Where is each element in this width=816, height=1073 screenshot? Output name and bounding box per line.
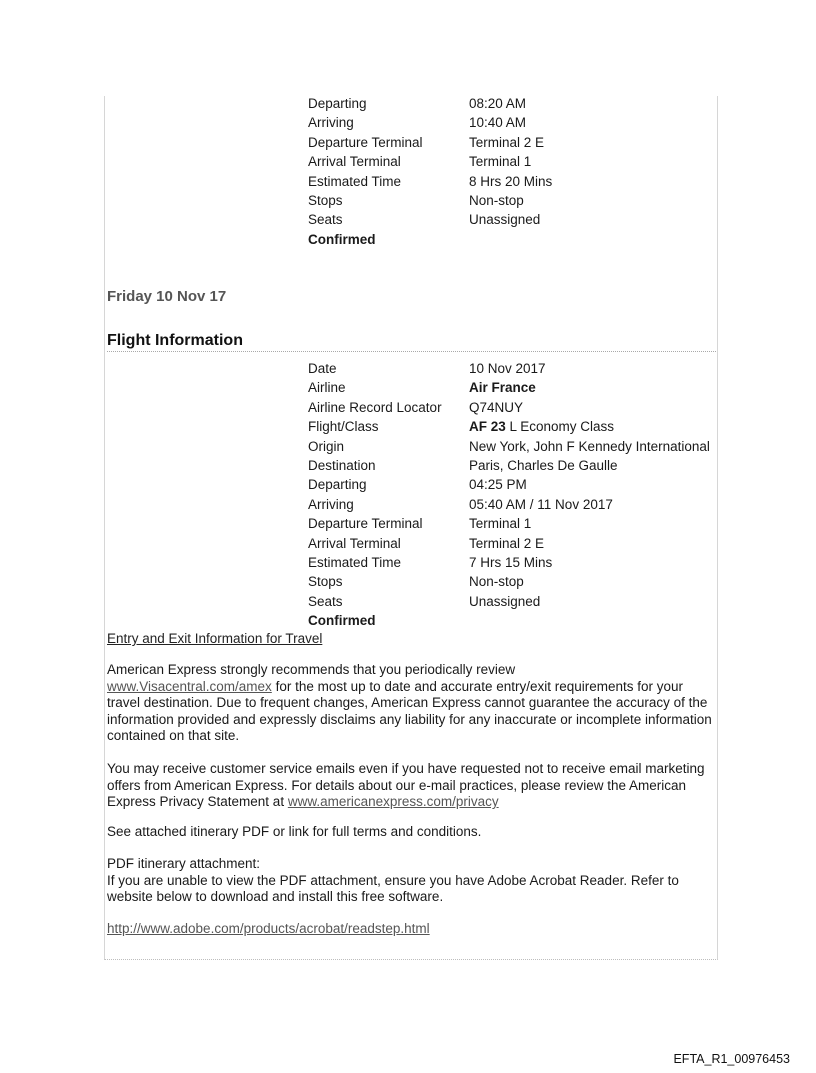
row-value: Unassigned — [469, 593, 541, 609]
row-label: Estimated Time — [308, 173, 402, 189]
row-value: Non-stop — [469, 574, 524, 590]
row-value: Terminal 1 — [469, 516, 532, 532]
entry-exit-info-link[interactable]: Entry and Exit Information for Travel — [107, 631, 323, 646]
confirmed-status: Confirmed — [308, 231, 376, 247]
adobe-reader-link[interactable]: http://www.adobe.com/products/acrobat/readstep.html — [107, 921, 430, 936]
privacy-link[interactable]: www.americanexpress.com/privacy — [287, 794, 499, 810]
row-value: Terminal 2 E — [469, 535, 545, 551]
visacentral-link[interactable]: www.Visacentral.com/amex — [107, 678, 272, 694]
row-value: Terminal 1 — [469, 154, 532, 170]
paragraph-text: If you are unable to view the PDF attachment, ensure you have Adobe Acrobat Reader. Refer to website below to download and install this free software. — [107, 872, 679, 905]
paragraph-text: for the most up to date and accurate entry/exit requirements for your travel destination. Due to frequent changes, American Express cannot guarantee the accuracy of the information provided and expressly disclaims any liability for any inaccurate or incomplete information contained on that site. — [107, 678, 712, 744]
row-value: 08:20 AM — [469, 96, 527, 111]
flight-class-value — [469, 417, 614, 436]
row-value: 05:40 AM / 11 Nov 2017 — [469, 496, 613, 512]
row-label: Flight/Class — [308, 419, 379, 435]
day-heading: Friday 10 Nov 17 — [107, 288, 227, 305]
section-divider — [107, 351, 716, 352]
row-label: Date — [308, 361, 337, 376]
row-label: Destination — [308, 457, 376, 473]
row-label: Departure Terminal — [308, 134, 423, 150]
class-name: L Economy Class — [505, 419, 615, 435]
paragraph-text: American Express strongly recommends that you periodically review — [107, 662, 516, 677]
row-label: Arriving — [308, 496, 354, 512]
confirmed-status: Confirmed — [308, 613, 376, 629]
flight-number: AF 23 — [469, 419, 506, 435]
row-value: 10:40 AM — [469, 115, 527, 131]
row-value: Q74NUY — [469, 399, 524, 415]
paragraph-text: You may receive customer service emails even if you have requested not to receive email marketing offers from American Express. For details about our e-mail practices, please review the American Express Privacy Statement at — [107, 761, 705, 810]
section-title: Flight Information — [107, 332, 243, 349]
row-label: Departure Terminal — [308, 516, 423, 532]
row-label: Seats — [308, 212, 343, 228]
row-label: Stops — [308, 574, 343, 590]
row-value: Paris, Charles De Gaulle — [469, 457, 618, 473]
row-value: New York, John F Kennedy International — [469, 438, 710, 454]
terms-paragraph: See attached itinerary PDF or link for full terms and conditions. — [107, 824, 482, 839]
row-label: Departing — [308, 477, 367, 493]
row-value: Unassigned — [469, 212, 541, 228]
row-label: Seats — [308, 593, 343, 609]
row-value: 8 Hrs 20 Mins — [469, 173, 553, 189]
row-label: Estimated Time — [308, 554, 402, 570]
row-label: Departing — [308, 96, 367, 111]
row-label: Arriving — [308, 115, 354, 131]
pdf-paragraph — [107, 856, 717, 906]
row-value: 04:25 PM — [469, 477, 527, 493]
pdf-attachment-title: PDF itinerary attachment: — [107, 856, 261, 871]
row-label: Stops — [308, 192, 343, 208]
entry-exit-paragraph — [107, 662, 717, 745]
privacy-paragraph — [107, 761, 717, 811]
row-label: Origin — [308, 438, 345, 454]
row-value: 10 Nov 2017 — [469, 361, 546, 376]
row-value: Terminal 2 E — [469, 134, 545, 150]
airline-name: Air France — [469, 380, 536, 396]
row-value: Non-stop — [469, 192, 524, 208]
row-label: Arrival Terminal — [308, 535, 401, 551]
document-id: EFTA_R1_00976453 — [673, 1052, 790, 1066]
row-label: Arrival Terminal — [308, 154, 401, 170]
row-value: 7 Hrs 15 Mins — [469, 554, 553, 570]
row-label: Airline — [308, 380, 346, 396]
row-label: Airline Record Locator — [308, 399, 442, 415]
